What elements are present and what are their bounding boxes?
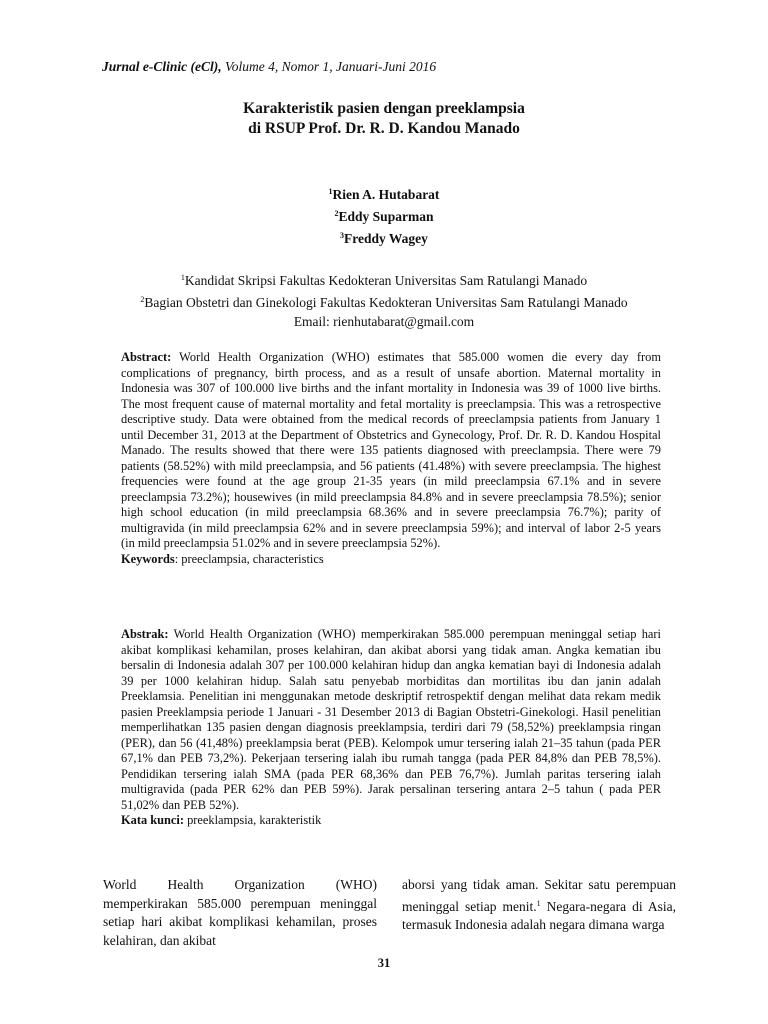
abstract-label: Abstract: [121, 350, 172, 364]
title-line-1: Karakteristik pasien dengan preeklampsia [243, 100, 525, 117]
body-text: Negara-negara di Asia, termasuk Indonesia adalah negara dimana warga [402, 898, 676, 932]
author-sup: 3 [340, 231, 345, 240]
author-name: Rien A. Hutabarat [332, 187, 440, 202]
page-number: 31 [377, 956, 391, 970]
author-sup: 1 [328, 187, 333, 196]
abstrak-label: Abstrak: [121, 627, 169, 641]
body-column-right [402, 876, 676, 935]
affiliation [0, 268, 768, 290]
abstrak-text: World Health Organization (WHO) memperkirakan 585.000 perempuan meninggal setiap hari akibat komplikasi kehamilan, proses kelahiran, dan akibat aborsi yang tidak aman. Angka kematian ibu bersalin di Indonesia adalah 307 per 100.000 kelahiran hidup dan angka kematian bayi di Indonesia adalah 39 per 1000 kelahiran hidup. Salah satu penyebab morbiditas dan mortilitas ibu dan janin adalah Preeklamsia. Penelitian ini menggunakan metode deskriptif retrospektif dengan melihat data rekam medik pasien Preeklampsia periode 1 Januari - 31 Desember 2013 di Bagian Obstetri-Ginekologi. Hasil penelitian memperlihatkan 135 pasien dengan diagnosis preeklampsia, terdiri dari 79 (58,52%) preeklampsia ringan (PER), dan 56 (41,48%) preeklampsia berat (PEB). Kelompok umur tersering ialah 21–35 tahun (pada PER 67,1% dan PEB 73,2%). Pekerjaan tersering ialah ibu rumah tangga (pada PER 84,8% dan PEB 78,5%). Pendidikan tersering ialah SMA (pada PER 68,36% dan PEB 76,7%). Jumlah paritas tersering ialah multigravida (pada PER 62% dan PEB 59%). Jarak persalinan tersering antara 2–5 tahun ( pada PER 51,02% dan PEB 52%). [121, 627, 661, 812]
citation-sup: 1 [536, 898, 541, 908]
affiliation-sup: 1 [180, 273, 185, 282]
affiliation-text: Kandidat Skripsi Fakultas Kedokteran Universitas Sam Ratulangi Manado [184, 273, 588, 288]
author-name: Eddy Suparman [338, 209, 434, 224]
keywords-english [121, 552, 661, 568]
author-email: Email: rienhutabarat@gmail.com [293, 314, 475, 329]
abstract-indonesian [121, 627, 661, 829]
journal-name: Jurnal e-Clinic (eCl), [102, 59, 222, 74]
abstract-english [121, 350, 661, 567]
journal-header [102, 59, 436, 75]
affiliation [0, 290, 768, 312]
author-name: Freddy Wagey [344, 231, 428, 246]
journal-issue: Volume 4, Nomor 1, Januari-Juni 2016 [221, 59, 437, 74]
title-line-2: di RSUP Prof. Dr. R. D. Kandou Manado [248, 120, 520, 137]
abstract-english-body [121, 350, 661, 552]
affiliation-text: Bagian Obstetri dan Ginekologi Fakultas Kedokteran Universitas Sam Ratulangi Manado [144, 295, 628, 310]
body-column-left: World Health Organization (WHO) memperkirakan 585.000 perempuan meninggal setiap hari akibat komplikasi kehamilan, proses kelahiran, dan akibat [103, 877, 377, 948]
keywords-label: Keywords [121, 551, 175, 566]
abstract-text: World Health Organization (WHO) estimates that 585.000 women die every day from complications of pregnancy, birth process, and as a result of unsafe abortion. Maternal mortality in Indonesia was 307 of 100.000 live births and the infant mortality in Indonesia was 39 of 1000 live births. The most frequent cause of maternal mortality and fetal mortality is preeclampsia. This was a retrospective descriptive study. Data were obtained from the medical records of preeclampsia patients from January 1 until December 31, 2013 at the Department of Obstetrics and Gynecology, Prof. Dr. R. D. Kandou Hospital Manado. The results showed that there were 135 patients diagnosed with preeclampsia. There were 79 patients (58.52%) with mild preeclampsia, and 56 patients (41.48%) with severe preeclampsia. The highest frequencies were found at the age group 21-35 years (in mild preeclampsia 67.1% and in severe preeclampsia 73.2%); housewives (in mild preeclampsia 84.8% and in severe preeclampsia 78.5%); senior high school education (in mild preeclampsia 68.36% and in severe preeclampsia 76.7%); parity of multigravida (in mild preeclampsia 62% and in severe preeclampsia 59%); and interval of labor 2-5 years (in mild preeclampsia 51.02% and in severe preeclampsia 52%). [121, 350, 661, 550]
author [0, 204, 768, 226]
affiliation-sup: 2 [140, 295, 145, 304]
author [0, 226, 768, 248]
article-title [0, 99, 768, 139]
body-text: aborsi yang tidak aman. Sekitar satu perempuan meninggal setiap menit. [402, 877, 676, 914]
author [0, 182, 768, 204]
kata-kunci-text: preeklampsia, karakteristik [184, 813, 322, 827]
keywords-indonesian [121, 813, 661, 829]
keywords-text: : preeclampsia, characteristics [174, 551, 324, 566]
affiliations [0, 268, 768, 331]
abstract-indonesian-body [121, 627, 661, 813]
kata-kunci-label: Kata kunci: [121, 813, 184, 827]
author-list [0, 182, 768, 248]
author-sup: 2 [334, 209, 339, 218]
